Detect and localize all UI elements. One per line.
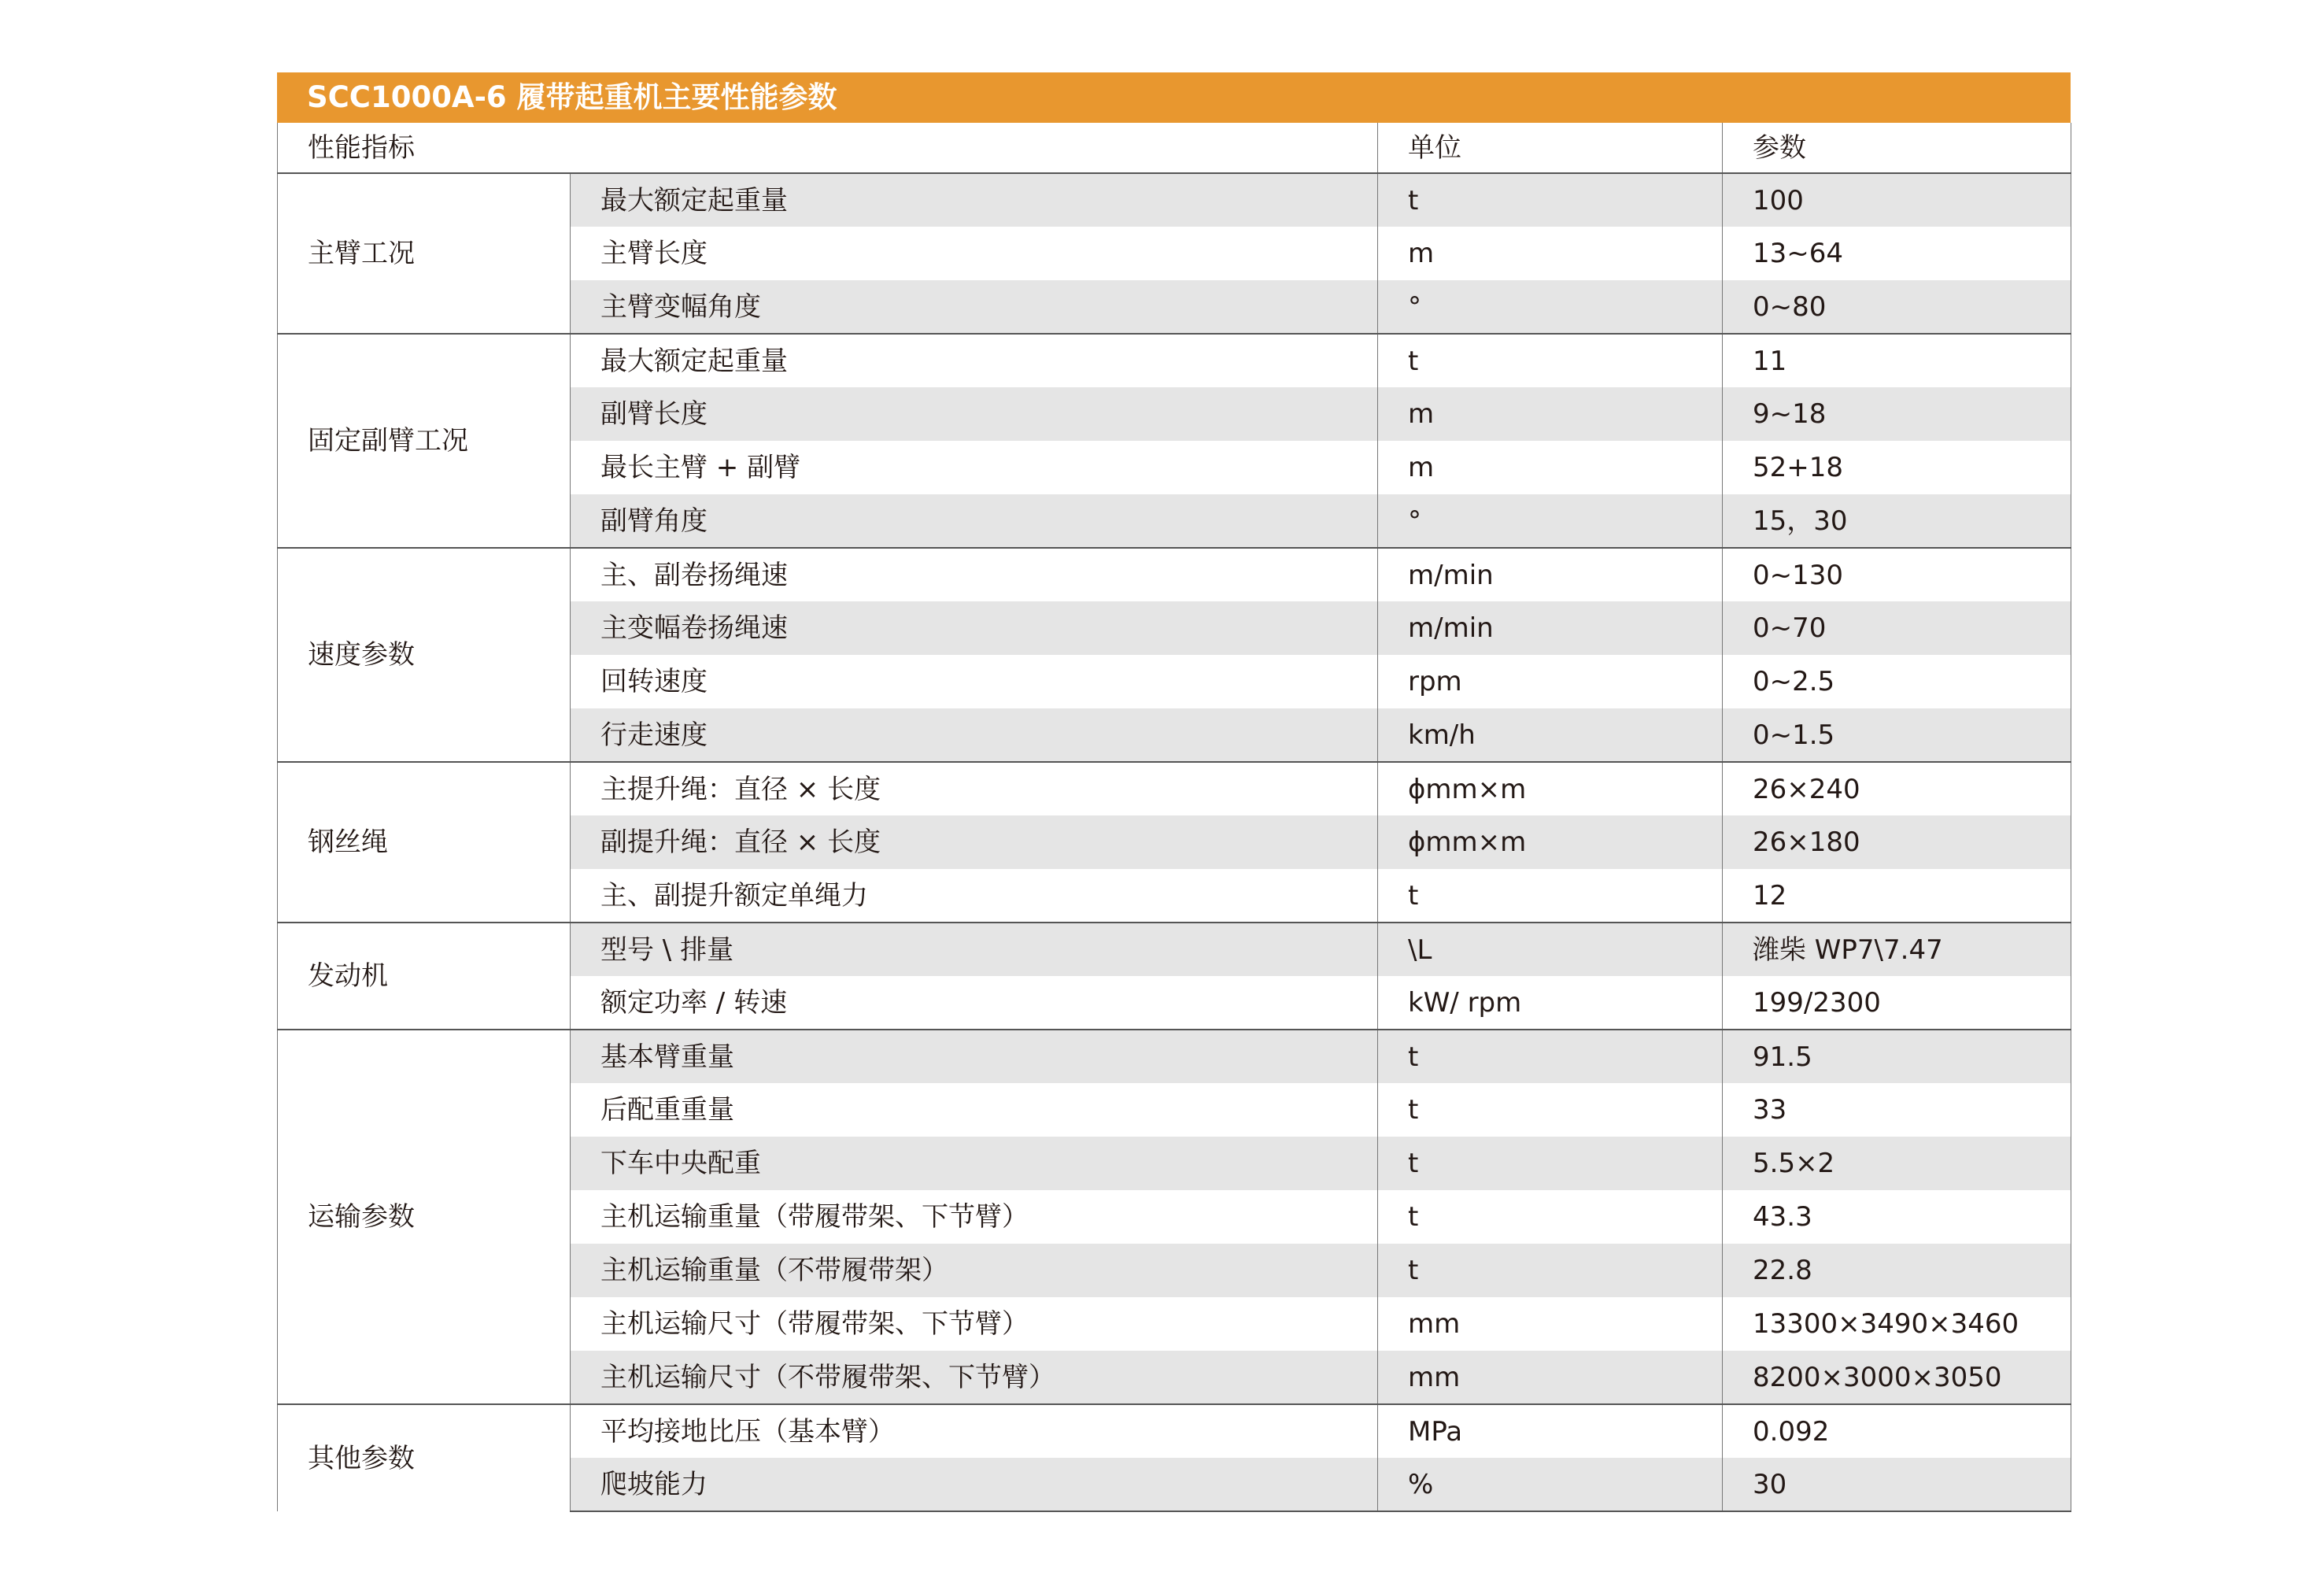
group-label: 运输参数 bbox=[278, 1030, 571, 1404]
param-value: 100 bbox=[1723, 173, 2071, 227]
param-unit: MPa bbox=[1378, 1404, 1723, 1458]
param-name: 爬坡能力 bbox=[571, 1458, 1378, 1511]
table-row bbox=[278, 923, 2071, 976]
param-value: 0~2.5 bbox=[1723, 655, 2071, 708]
param-value: 潍柴 WP7\7.47 bbox=[1723, 923, 2071, 976]
param-unit: ϕmm×m bbox=[1378, 815, 1723, 869]
table-row bbox=[278, 762, 2071, 815]
group-label: 速度参数 bbox=[278, 548, 571, 762]
param-name: 副提升绳：直径 × 长度 bbox=[571, 815, 1378, 869]
param-unit: \L bbox=[1378, 923, 1723, 976]
header-value: 参数 bbox=[1723, 123, 2071, 173]
param-name: 副臂角度 bbox=[571, 494, 1378, 548]
param-unit: t bbox=[1378, 1030, 1723, 1083]
header-unit: 单位 bbox=[1378, 123, 1723, 173]
param-value: 33 bbox=[1723, 1083, 2071, 1137]
param-name: 主臂长度 bbox=[571, 227, 1378, 280]
param-name: 最大额定起重量 bbox=[571, 173, 1378, 227]
param-unit: km/h bbox=[1378, 708, 1723, 762]
param-unit: m bbox=[1378, 387, 1723, 441]
param-name: 主、副提升额定单绳力 bbox=[571, 869, 1378, 923]
param-unit: t bbox=[1378, 1083, 1723, 1137]
param-unit: t bbox=[1378, 1190, 1723, 1244]
param-value: 22.8 bbox=[1723, 1244, 2071, 1297]
param-name: 回转速度 bbox=[571, 655, 1378, 708]
param-value: 26×240 bbox=[1723, 762, 2071, 815]
spec-table bbox=[277, 123, 2071, 1512]
param-value: 91.5 bbox=[1723, 1030, 2071, 1083]
param-name: 主机运输尺寸（带履带架、下节臂） bbox=[571, 1297, 1378, 1351]
param-unit: t bbox=[1378, 173, 1723, 227]
spec-sheet bbox=[277, 72, 2071, 1512]
table-row bbox=[278, 173, 2071, 227]
param-name: 主机运输重量（带履带架、下节臂） bbox=[571, 1190, 1378, 1244]
table-row bbox=[278, 1030, 2071, 1083]
param-name: 主、副卷扬绳速 bbox=[571, 548, 1378, 601]
spec-table-body bbox=[278, 173, 2071, 1511]
param-value: 26×180 bbox=[1723, 815, 2071, 869]
param-value: 52+18 bbox=[1723, 441, 2071, 494]
param-value: 13300×3490×3460 bbox=[1723, 1297, 2071, 1351]
param-value: 0~130 bbox=[1723, 548, 2071, 601]
param-name: 主机运输重量（不带履带架） bbox=[571, 1244, 1378, 1297]
param-unit: ° bbox=[1378, 280, 1723, 334]
param-unit: t bbox=[1378, 334, 1723, 387]
group-label: 固定副臂工况 bbox=[278, 334, 571, 548]
param-name: 额定功率 / 转速 bbox=[571, 976, 1378, 1030]
param-name: 主机运输尺寸（不带履带架、下节臂） bbox=[571, 1351, 1378, 1404]
param-name: 平均接地比压（基本臂） bbox=[571, 1404, 1378, 1458]
param-unit: % bbox=[1378, 1458, 1723, 1511]
param-value: 8200×3000×3050 bbox=[1723, 1351, 2071, 1404]
param-value: 5.5×2 bbox=[1723, 1137, 2071, 1190]
param-value: 15，30 bbox=[1723, 494, 2071, 548]
header-indicator: 性能指标 bbox=[278, 123, 1378, 173]
header-row bbox=[278, 123, 2071, 173]
param-value: 0~70 bbox=[1723, 601, 2071, 655]
param-value: 199/2300 bbox=[1723, 976, 2071, 1030]
table-row bbox=[278, 334, 2071, 387]
param-name: 主变幅卷扬绳速 bbox=[571, 601, 1378, 655]
param-unit: ϕmm×m bbox=[1378, 762, 1723, 815]
group-label: 钢丝绳 bbox=[278, 762, 571, 923]
param-name: 副臂长度 bbox=[571, 387, 1378, 441]
param-unit: kW/ rpm bbox=[1378, 976, 1723, 1030]
param-unit: m/min bbox=[1378, 548, 1723, 601]
param-value: 30 bbox=[1723, 1458, 2071, 1511]
table-row bbox=[278, 548, 2071, 601]
param-unit: t bbox=[1378, 1244, 1723, 1297]
param-value: 12 bbox=[1723, 869, 2071, 923]
param-unit: m/min bbox=[1378, 601, 1723, 655]
param-unit: mm bbox=[1378, 1351, 1723, 1404]
param-value: 43.3 bbox=[1723, 1190, 2071, 1244]
param-unit: t bbox=[1378, 1137, 1723, 1190]
param-value: 9~18 bbox=[1723, 387, 2071, 441]
param-name: 主臂变幅角度 bbox=[571, 280, 1378, 334]
table-row bbox=[278, 1404, 2071, 1458]
param-name: 行走速度 bbox=[571, 708, 1378, 762]
group-label: 其他参数 bbox=[278, 1404, 571, 1511]
param-value: 0~80 bbox=[1723, 280, 2071, 334]
param-unit: mm bbox=[1378, 1297, 1723, 1351]
param-unit: m bbox=[1378, 227, 1723, 280]
param-value: 13~64 bbox=[1723, 227, 2071, 280]
param-unit: t bbox=[1378, 869, 1723, 923]
param-name: 主提升绳：直径 × 长度 bbox=[571, 762, 1378, 815]
param-unit: ° bbox=[1378, 494, 1723, 548]
param-name: 后配重重量 bbox=[571, 1083, 1378, 1137]
param-value: 11 bbox=[1723, 334, 2071, 387]
param-name: 型号 \ 排量 bbox=[571, 923, 1378, 976]
param-name: 下车中央配重 bbox=[571, 1137, 1378, 1190]
group-label: 主臂工况 bbox=[278, 173, 571, 334]
group-label: 发动机 bbox=[278, 923, 571, 1030]
param-unit: m bbox=[1378, 441, 1723, 494]
table-title: SCC1000A-6 履带起重机主要性能参数 bbox=[277, 72, 2071, 123]
param-unit: rpm bbox=[1378, 655, 1723, 708]
param-value: 0~1.5 bbox=[1723, 708, 2071, 762]
param-name: 最大额定起重量 bbox=[571, 334, 1378, 387]
param-value: 0.092 bbox=[1723, 1404, 2071, 1458]
param-name: 基本臂重量 bbox=[571, 1030, 1378, 1083]
param-name: 最长主臂 + 副臂 bbox=[571, 441, 1378, 494]
